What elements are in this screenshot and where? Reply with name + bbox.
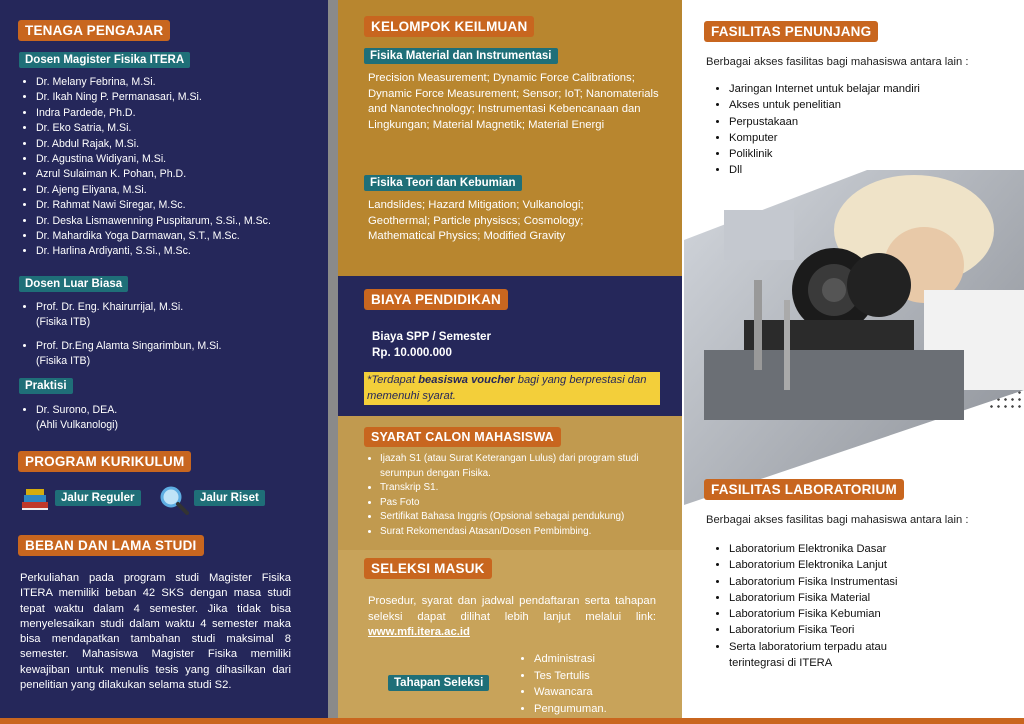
- biaya-value: Rp. 10.000.000: [372, 346, 452, 359]
- list-item: • Pas Foto: [380, 496, 680, 511]
- dosen-luar-list: [20, 300, 338, 370]
- list-item: • Tes Tertulis: [534, 668, 682, 685]
- biaya-heading: BIAYA PENDIDIKAN: [364, 289, 508, 310]
- list-item: • Laboratorium Fisika Material: [729, 590, 929, 606]
- list-item: • Azrul Sulaiman K. Pohan, Ph.D.: [36, 167, 338, 182]
- list-item: • Komputer: [729, 130, 1024, 146]
- list-item: • Indra Pardede, Ph.D.: [36, 106, 338, 121]
- panel-middle: [338, 0, 682, 724]
- list-item: • Sertifikat Bahasa Inggris (Opsional sebagai pendukung): [380, 510, 680, 525]
- praktisi-label: Praktisi: [19, 378, 73, 394]
- beban-studi-heading: BEBAN DAN LAMA STUDI: [18, 535, 204, 556]
- books-icon: [20, 487, 50, 513]
- list-item: • Akses untuk penelitian: [729, 97, 1024, 113]
- jalur-riset-label: Jalur Riset: [194, 490, 265, 506]
- list-item: • Perpustakaan: [729, 114, 1024, 130]
- kelompok-heading: KELOMPOK KEILMUAN: [364, 16, 534, 37]
- list-item: • Dr. Ikah Ning P. Permanasari, M.Si.: [36, 90, 338, 105]
- seleksi-text: Prosedur, syarat dan jadwal pendaftaran serta tahapan seleksi dapat dilihat lebih lanjut melalui link: www.mfi.itera.ac.id: [368, 595, 656, 638]
- syarat-heading: SYARAT CALON MAHASISWA: [364, 427, 561, 447]
- dosen-magister-list: [20, 75, 338, 260]
- beasiswa-note: *Terdapat beasiswa voucher bagi yang berprestasi dan memenuhi syarat.: [364, 372, 660, 405]
- list-item: • Dr. Melany Febrina, M.Si.: [36, 75, 338, 90]
- bottom-bar: [0, 718, 1024, 724]
- list-item: • Prof. Dr. Eng. Khairurrijal, M.Si. (Fisika ITB): [36, 300, 338, 331]
- program-kurikulum-heading: PROGRAM KURIKULUM: [18, 451, 191, 472]
- list-item: • Surat Rekomendasi Atasan/Dosen Pembimbing.: [380, 525, 680, 540]
- tahapan-label: Tahapan Seleksi: [388, 675, 489, 691]
- list-item: • Laboratorium Fisika Instrumentasi: [729, 574, 929, 590]
- list-item: • Laboratorium Elektronika Lanjut: [729, 557, 929, 573]
- panel-right: [682, 0, 1024, 724]
- list-item: • Ijazah S1 (atau Surat Keterangan Lulus) dari program studi serumpun dengan Fisika.: [380, 452, 680, 481]
- list-item: • Dr. Abdul Rajak, M.Si.: [36, 137, 338, 152]
- list-item: • Laboratorium Fisika Kebumian: [729, 606, 929, 622]
- tenaga-pengajar-heading: TENAGA PENGAJAR: [18, 20, 170, 41]
- lab-intro: Berbagai akses fasilitas bagi mahasiswa antara lain :: [706, 514, 969, 526]
- list-item: • Poliklinik: [729, 146, 1024, 162]
- list-item: • Jaringan Internet untuk belajar mandiri: [729, 81, 1024, 97]
- list-item: • Dr. Deska Lismawenning Puspitarum, S.Si., M.Sc.: [36, 214, 338, 229]
- tahapan-list: [518, 651, 682, 717]
- list-item: • Dr. Mahardika Yoga Darmawan, S.T., M.Sc.: [36, 229, 338, 244]
- material-text: Precision Measurement; Dynamic Force Calibrations; Dynamic Force Measurement; Sensor; IoT; Nanomaterials and Nanotechnology; Instrumentasi Kebencanaan dan Lingkungan; Material Magnetik; Material Energi: [368, 72, 659, 131]
- list-item: • Dr. Agustina Widiyani, M.Si.: [36, 152, 338, 167]
- panel-left: [0, 0, 338, 724]
- penunjang-list: [712, 81, 1024, 179]
- list-item: • Dr. Ajeng Eliyana, M.Si.: [36, 183, 338, 198]
- dosen-magister-label: Dosen Magister Fisika ITERA: [19, 52, 190, 68]
- jalur-reguler-label: Jalur Reguler: [55, 490, 141, 506]
- material-label: Fisika Material dan Instrumentasi: [364, 48, 558, 64]
- list-item: • Prof. Dr.Eng Alamta Singarimbun, M.Si. (Fisika ITB): [36, 339, 338, 370]
- syarat-list: [364, 452, 680, 540]
- list-item: • Dr. Surono, DEA. (Ahli Vulkanologi): [36, 403, 338, 434]
- praktisi-list: [20, 403, 338, 434]
- magnifier-icon: [158, 484, 190, 516]
- list-item: • Transkrip S1.: [380, 481, 680, 496]
- list-item: • Laboratorium Fisika Teori: [729, 622, 929, 638]
- list-item: • Laboratorium Elektronika Dasar: [729, 541, 929, 557]
- lab-list: [712, 541, 929, 671]
- list-item: • Wawancara: [534, 684, 682, 701]
- dosen-luar-label: Dosen Luar Biasa: [19, 276, 128, 292]
- list-item: • Dr. Eko Satria, M.Si.: [36, 121, 338, 136]
- teori-label: Fisika Teori dan Kebumian: [364, 175, 522, 191]
- biaya-spp: [372, 329, 491, 361]
- list-item: • Dr. Rahmat Nawi Siregar, M.Sc.: [36, 198, 338, 213]
- list-item: • Pengumuman.: [534, 701, 682, 718]
- biaya-label: Biaya SPP / Semester: [372, 330, 492, 343]
- list-item: • Administrasi: [534, 651, 682, 668]
- penunjang-intro: Berbagai akses fasilitas bagi mahasiswa antara lain :: [706, 56, 969, 68]
- lab-heading: FASILITAS LABORATORIUM: [704, 479, 904, 500]
- list-item: • Dr. Harlina Ardiyanti, S.Si., M.Sc.: [36, 244, 338, 259]
- teori-text: Landslides; Hazard Mitigation; Vulkanologi; Geothermal; Particle physiscs; Cosmology; Mathematical Physics; Modified Gravity: [368, 199, 584, 242]
- beban-studi-text: Perkuliahan pada program studi Magister Fisika ITERA memiliki beban 42 SKS dengan masa studi tepat waktu dalam 4 semester. Jika tidak bisa menyelesaikan studi dalam waktu 4 semester maka bisa mendapatkan tambahan studi maksimal 8 semester. Mahasiswa Magister Fisika memiliki kewajiban untuk menulis tesis yang dihasilkan dari penelitian yang dilakukan selama studi S2.: [20, 572, 291, 692]
- lab-photo: [684, 170, 1024, 505]
- penunjang-heading: FASILITAS PENUNJANG: [704, 21, 878, 42]
- seleksi-link[interactable]: www.mfi.itera.ac.id: [368, 626, 470, 638]
- seleksi-heading: SELEKSI MASUK: [364, 558, 492, 579]
- list-item: • Serta laboratorium terpadu atau terintegrasi di ITERA: [729, 639, 929, 672]
- list-item: • Dll: [729, 162, 1024, 178]
